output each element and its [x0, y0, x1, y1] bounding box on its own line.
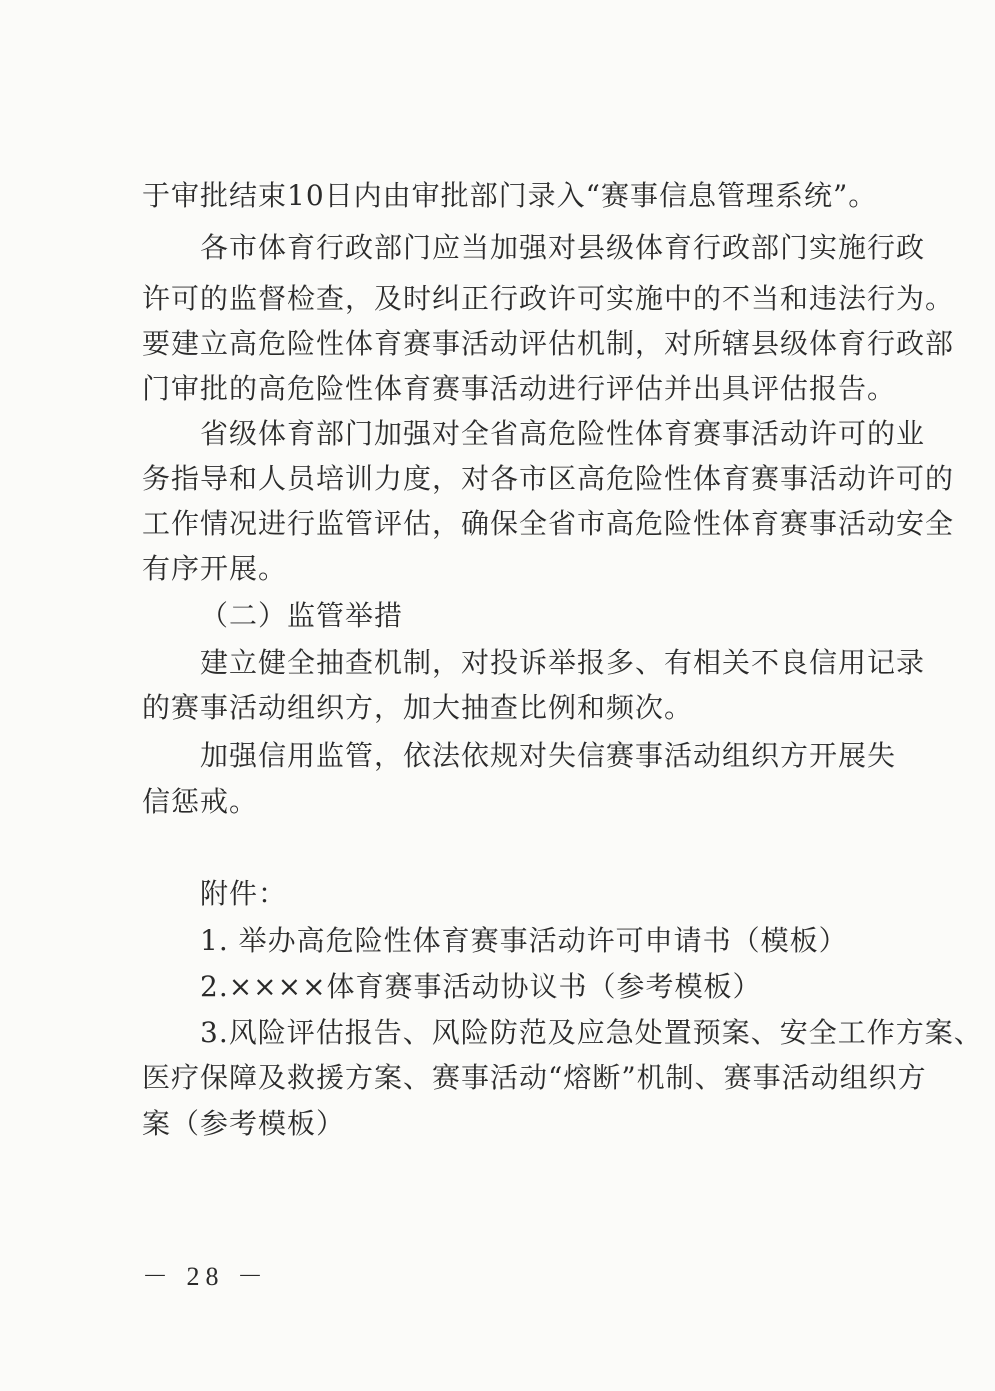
page-number: － 28 －: [142, 1262, 270, 1291]
text-line-14: 信惩戒。: [142, 785, 259, 818]
attachment-item-3: 3.风险评估报告、风险防范及应急处置预案、安全工作方案、: [200, 1016, 983, 1049]
text-line-6: 省级体育部门加强对全省高危险性体育赛事活动许可的业: [200, 417, 926, 450]
text-line-11: 建立健全抽查机制，对投诉举报多、有相关不良信用记录: [200, 646, 926, 679]
text-line-8: 工作情况进行监管评估，确保全省市高危险性体育赛事活动安全: [142, 507, 955, 540]
text-line-9: 有序开展。: [142, 552, 288, 585]
text-line-1: 于审批结束10日内由审批部门录入“赛事信息管理系统”。: [142, 179, 878, 212]
text-line-12: 的赛事活动组织方，加大抽查比例和频次。: [142, 691, 694, 724]
text-line-7: 务指导和人员培训力度，对各市区高危险性体育赛事活动许可的: [142, 462, 955, 495]
section-heading: （二）监管举措: [200, 599, 404, 632]
text-line-2: 各市体育行政部门应当加强对县级体育行政部门实施行政: [200, 231, 926, 264]
attachment-item-3-cont-1: 医疗保障及救援方案、赛事活动“熔断”机制、赛事活动组织方: [142, 1061, 927, 1094]
attachment-item-1: 1. 举办高危险性体育赛事活动许可申请书（模板）: [200, 924, 848, 957]
attachment-item-2: 2.××××体育赛事活动协议书（参考模板）: [200, 970, 762, 1003]
text-line-5: 门审批的高危险性体育赛事活动进行评估并出具评估报告。: [142, 372, 897, 405]
text-line-3: 许可的监督检查，及时纠正行政许可实施中的不当和违法行为。: [142, 282, 955, 315]
attachment-item-3-cont-2: 案（参考模板）: [142, 1107, 346, 1140]
text-line-13: 加强信用监管，依法依规对失信赛事活动组织方开展失: [200, 739, 897, 772]
attachments-label: 附件：: [200, 877, 288, 910]
text-line-4: 要建立高危险性体育赛事活动评估机制，对所辖县级体育行政部: [142, 327, 955, 360]
